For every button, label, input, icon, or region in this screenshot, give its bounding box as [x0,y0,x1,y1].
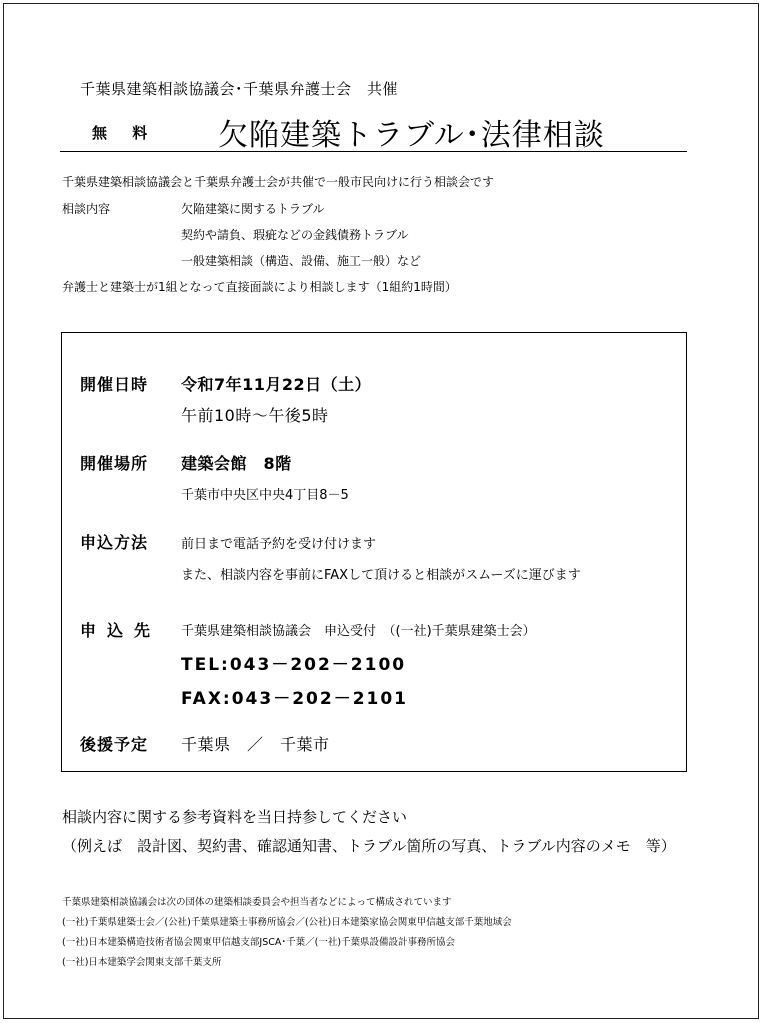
category-item: 一般建築相談（構造、設備、施工一般）など [181,254,422,268]
footer-line: (一社)日本建築学会関東支部千葉支所 [62,957,222,968]
bring-materials-examples: （例えば 設計図、契約書、確認通知書、トラブル箇所の写真、トラブル内容のメモ 等） [62,837,676,855]
category-item: 欠陥建築に関するトラブル [181,202,325,216]
apply-label: 申込先 [80,621,162,640]
intro-text: 千葉県建築相談協議会と千葉県弁護士会が共催で一般市民向けに行う相談会です [62,175,495,189]
date-label: 開催日時 [80,375,149,394]
venue-value: 建築会館 8階 [181,454,292,473]
venue-label: 開催場所 [80,454,149,473]
footer-line: 千葉県建築相談協議会は次の団体の建築相談委員会や担当者などによって構成されています [62,897,452,908]
category-label: 相談内容 [62,202,111,216]
bring-materials-text: 相談内容に関する参考資料を当日持参してください [62,808,408,826]
fax-number: FAX:043－202－2101 [181,689,409,709]
consult-format-text: 弁護士と建築士が1組となって直接面談により相談します（1組約1時間） [62,280,457,294]
category-item: 契約や請負、瑕疵などの金銭債務トラブル [181,228,409,242]
page-title: 欠陥建築トラブル･法律相談 [218,118,605,153]
support-value: 千葉県 ／ 千葉市 [181,735,330,754]
venue-address: 千葉市中央区中央4丁目8－5 [181,488,349,503]
method-text: また、相談内容を事前にFAXして頂けると相談がスムーズに運びます [181,568,581,583]
phone-number: TEL:043－202－2100 [181,655,407,675]
co-host-line: 千葉県建築相談協議会･千葉県弁護士会 共催 [80,80,399,98]
footer-line: (一社)千葉県建築士会／(公社)千葉県建築士事務所協会／(公社)日本建築家協会関東甲信越支部千葉地域会 [62,917,512,928]
method-text: 前日まで電話予約を受け付けます [181,537,377,552]
method-label: 申込方法 [80,533,149,552]
support-label: 後援予定 [80,735,149,754]
time-value: 午前10時～午後5時 [181,406,329,425]
date-value: 令和7年11月22日（土） [181,375,372,394]
footer-line: (一社)日本建築構造技術者協会関東甲信越支部JSCA･千葉／(一社)千葉県設備設計事務所協会 [62,937,456,948]
title-underline [60,151,687,152]
free-label: 無 料 [92,124,158,142]
apply-organization: 千葉県建築相談協議会 申込受付 （(一社)千葉県建築士会） [181,624,536,639]
